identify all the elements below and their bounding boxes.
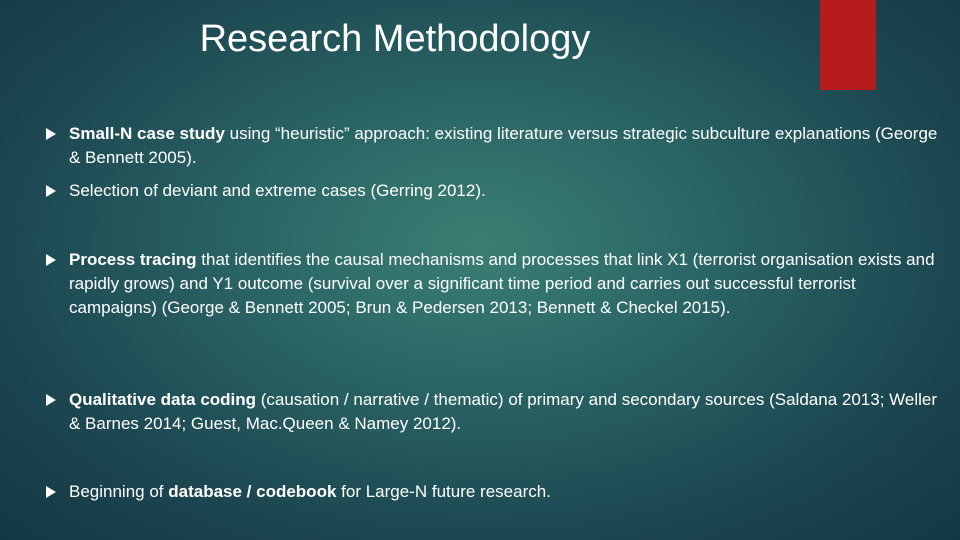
slide-title: Research Methodology <box>199 18 591 60</box>
triangle-bullet-icon <box>46 185 56 197</box>
triangle-bullet-icon <box>46 254 56 266</box>
bullet-body: Selection of deviant and extreme cases (Gerring 2012). <box>69 181 486 200</box>
bullet-bold: Qualitative data coding <box>69 390 257 409</box>
bullet-body: for Large-N future research. <box>336 482 551 501</box>
bullet-body: using “heuristic” approach: existing literature versus strategic subculture explanations (George & Bennett 2005). <box>69 124 938 167</box>
triangle-bullet-icon <box>46 128 56 140</box>
bullet-prefix: Beginning of <box>69 482 169 501</box>
bullet-text <box>69 122 939 170</box>
bullet-bold: database / codebook <box>168 482 337 501</box>
bullet-text <box>69 480 939 504</box>
bullet-text <box>69 248 939 320</box>
bullet-text <box>69 179 939 203</box>
triangle-bullet-icon <box>46 486 56 498</box>
bullet-text <box>69 388 939 436</box>
bullet-bold: Small-N case study <box>69 124 225 143</box>
bullet-bold: Process tracing <box>69 250 197 269</box>
bullet-body: (causation / narrative / thematic) of primary and secondary sources (Saldana 2013; Weller & Barnes 2014; Guest, Mac.Queen & Namey 2012). <box>69 390 938 433</box>
triangle-bullet-icon <box>46 394 56 406</box>
bullet-body: that identifies the causal mechanisms and processes that link X1 (terrorist organisation exists and rapidly grows) and Y1 outcome (survival over a significant time period and carries out successful terrorist campaigns) (George & Bennett 2005; Brun & Pedersen 2013; Bennett & Checkel 2015). <box>69 250 935 317</box>
